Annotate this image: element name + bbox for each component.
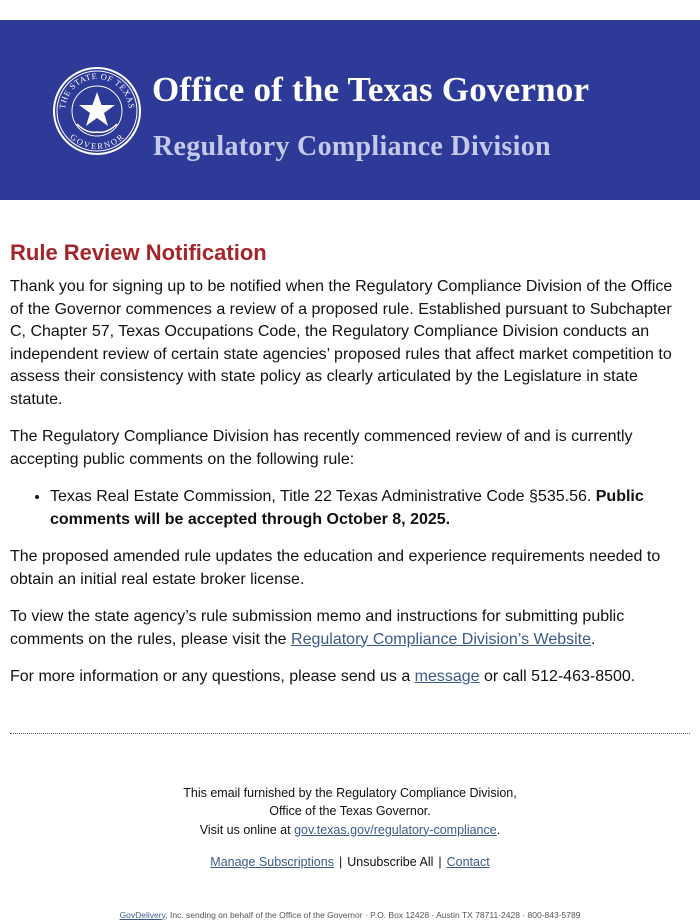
unsubscribe-all-link[interactable]: Unsubscribe All <box>347 855 434 869</box>
footer-line-2: Office of the Texas Governor. <box>269 804 431 818</box>
website-paragraph-prefix: To view the state agency’s rule submission memo and instructions for submitting public comments on the rules, please visit the <box>10 608 625 648</box>
banner-subtitle: Regulatory Compliance Division <box>153 131 551 162</box>
banner-title: Office of the Texas Governor <box>152 70 590 109</box>
footer-line-3 <box>0 821 700 840</box>
footer-separator: | <box>438 855 442 869</box>
message-link[interactable]: message <box>414 668 480 685</box>
regulatory-compliance-link[interactable]: gov.texas.gov/regulatory-compliance <box>294 822 497 837</box>
rule-list <box>10 486 690 531</box>
footer-visit-prefix: Visit us online at <box>199 822 295 837</box>
rule-item-text: Texas Real Estate Commission, Title 22 Texas Administrative Code §535.56. <box>50 488 596 505</box>
header-banner <box>0 20 700 200</box>
govdelivery-text: , Inc. sending on behalf of the Office of the Governor · P.O. Box 12428 · Austin TX 78711-2428 · 800-843-5789 <box>165 909 581 920</box>
footer-divider <box>10 733 690 734</box>
contact-link[interactable]: Contact <box>446 855 490 869</box>
email-body <box>0 240 700 689</box>
intro-paragraph: Thank you for signing up to be notified when the Regulatory Compliance Division of the Office of the Governor commences a review of a proposed rule. Established pursuant to Subchapter C, Chapter 57, Texas Occupations Code, the Regulatory Compliance Division conducts an independent review of certain state agencies’ proposed rules that affect market competition to assess their consistency with state policy as clearly articulated by the Legislature in state statute. <box>10 278 673 408</box>
govdelivery-footer <box>0 910 700 920</box>
rule-list-item <box>50 486 690 531</box>
contact-paragraph-prefix: For more information or any questions, please send us a <box>10 668 415 685</box>
page-title: Rule Review Notification <box>10 240 267 265</box>
rule-description-paragraph: The proposed amended rule updates the education and experience requirements needed to obtain an initial real estate broker license. <box>10 548 661 588</box>
footer <box>0 784 700 872</box>
website-paragraph <box>10 606 690 651</box>
top-spacer <box>0 0 700 20</box>
footer-separator: | <box>338 855 343 869</box>
rule-item-deadline: Public comments will be accepted through October 8, 2025. <box>50 488 644 528</box>
manage-subscriptions-link[interactable]: Manage Subscriptions <box>210 855 334 869</box>
review-paragraph: The Regulatory Compliance Division has recently commenced review of and is currently accepting public comments on the following rule: <box>10 428 633 468</box>
contact-paragraph <box>10 666 690 689</box>
website-paragraph-suffix: . <box>591 630 596 648</box>
seal-text-top: THE STATE OF TEXAS <box>57 70 137 110</box>
footer-links <box>0 853 700 872</box>
seal-text-bottom: GOVERNOR <box>68 131 126 152</box>
govdelivery-link[interactable]: GovDelivery <box>119 909 166 920</box>
footer-visit-suffix: . <box>496 822 501 837</box>
footer-line-1: This email furnished by the Regulatory Compliance Division, <box>183 785 517 800</box>
contact-paragraph-suffix: or call 512-463-8500. <box>479 668 636 685</box>
division-website-link[interactable]: Regulatory Compliance Division’s Website <box>291 630 592 648</box>
texas-seal-icon <box>52 66 142 156</box>
